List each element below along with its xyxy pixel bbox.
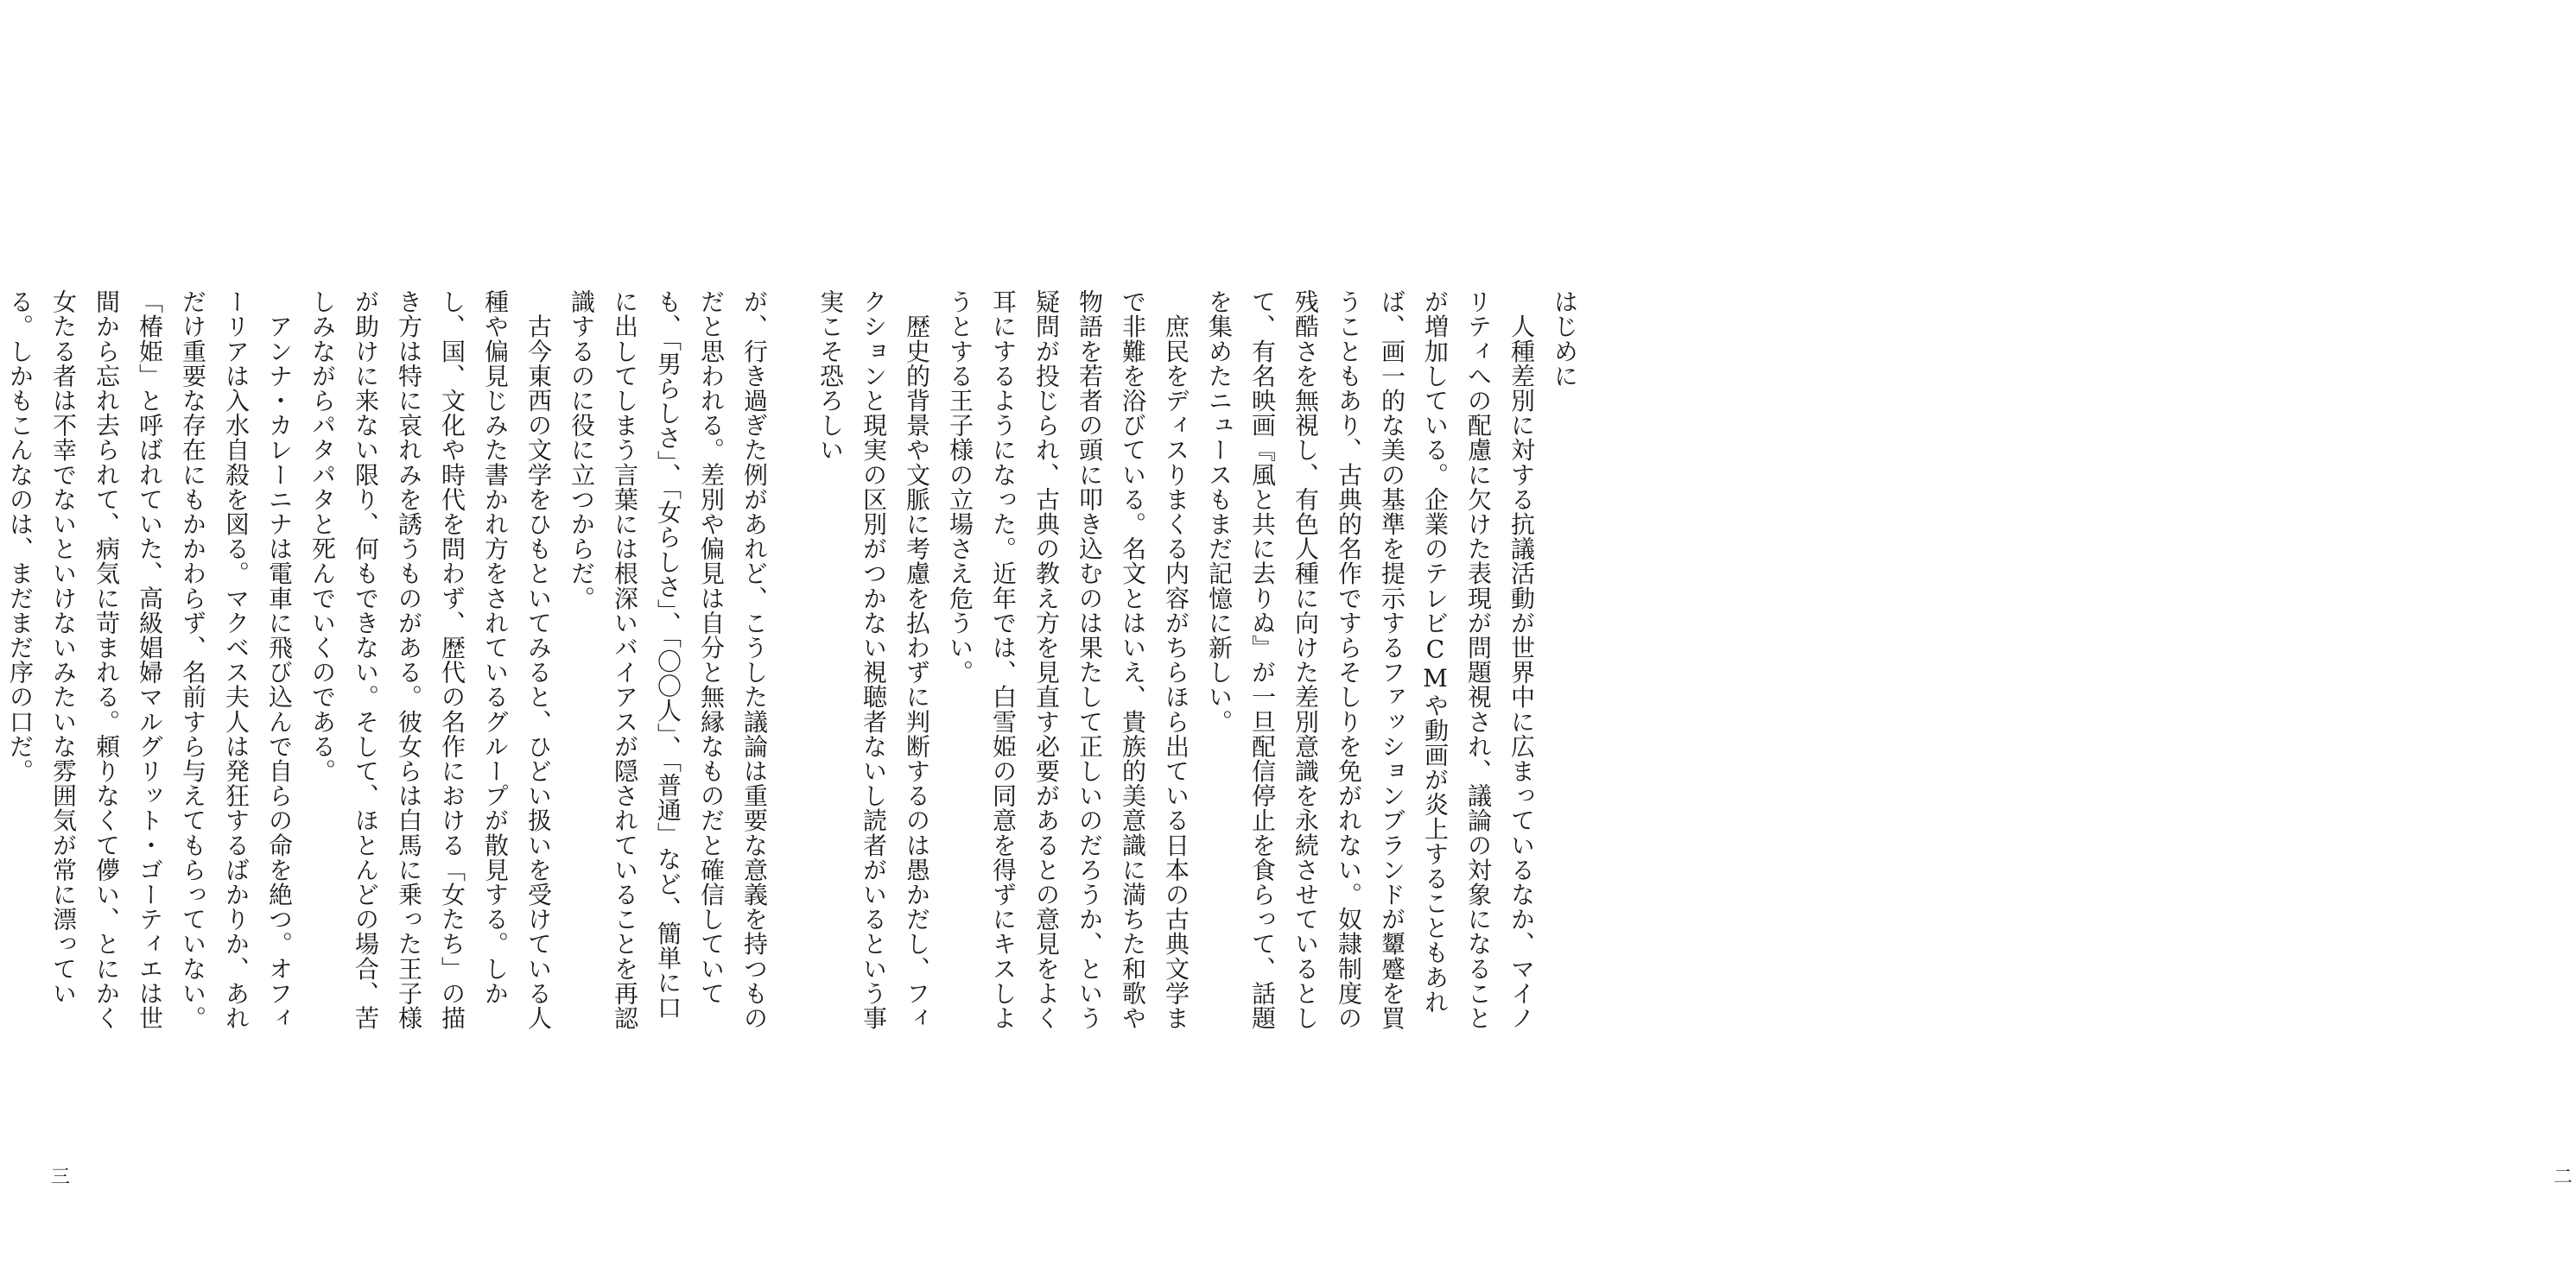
paragraph: が、行き過ぎた例があれど、こうした議論は重要な意義を持つものだと思われる。差別や偏見は自分と無縁なものだと確信していても、「男らしさ」、「女らしさ」、「〇〇人」、「普通」など、簡単に口に出してしまう言葉には根深いバイアスが隠されていることを再認識するのに役に立つからだ。	[568, 289, 769, 1030]
right-page-text	[816, 289, 1586, 1032]
left-page-text	[6, 289, 776, 1032]
paragraph: 古今東西の文学をひもといてみると、ひどい扱いを受けている人種や偏見じみた書かれ方をされているグループが散見する。しかし、国、文化や時代を問わず、歴代の名作における「女たち」の描き方は特に哀れみを誘うものがある。彼女らは白馬に乗った王子様が助けに来ない限り、何もできない。そして、ほとんどの場合、苦しみながらパタパタと死んでいくのである。	[308, 289, 553, 1030]
chapter-title: はじめに	[1551, 289, 1579, 389]
page-number: 二	[2553, 1167, 2573, 1188]
paragraph: 庶民をディスりまくる内容がちらほら出ている日本の古典文学まで非難を浴びている。名文とはいえ、貴族的美意識に満ちた和歌や物語を若者の頭に叩き込むのは果たして正しいのだろうか、という疑問が投じられ、古典の教え方を見直す必要があるとの意見をよく耳にするようになった。近年では、白雪姫の同意を得ずにキスしようとする王子様の立場さえ危うい。	[946, 289, 1190, 1030]
right-page	[816, 0, 2573, 1278]
paragraph: アンナ・カレーニナは電車に飛び込んで自らの命を絶つ。オフィーリアは入水自殺を図る。マクベス夫人は発狂するばかりか、あれだけ重要な存在にもかかわらず、名前すら与えてもらっていない。「椿姫」と呼ばれていた、高級娼婦マルグリット・ゴーティエは世間から忘れ去られて、病気に苛まれる。頼りなくて儚い、とにかく女たる者は不幸でないといけないみたいな雰囲気が常に漂っている。しかもこんなのは、まだまだ序の口だ。	[6, 289, 294, 1030]
page-number: 三	[50, 1167, 70, 1188]
left-page	[0, 0, 871, 1278]
paragraph: 人種差別に対する抗議活動が世界中に広まっているなか、マイノリティへの配慮に欠けた表現が問題視され、議論の対象になることが増加している。企業のテレビCMや動画が炎上することもあれば、画一的な美の基準を提示するファッションブランドが顰蹙を買うこともあり、古典的名作ですらそしりを免がれない。奴隷制度の残酷さを無視し、有色人種に向けた差別意識を永続させているとして、有名映画『風と共に去りぬ』が一旦配信停止を食らって、話題を集めたニュースもまだ記憶に新しい。	[1205, 289, 1536, 1030]
paragraph: 歴史的背景や文脈に考慮を払わずに判断するのは愚かだし、フィクションと現実の区別がつかない視聴者ないし読者がいるという事実こそ恐ろしい	[816, 289, 931, 1030]
